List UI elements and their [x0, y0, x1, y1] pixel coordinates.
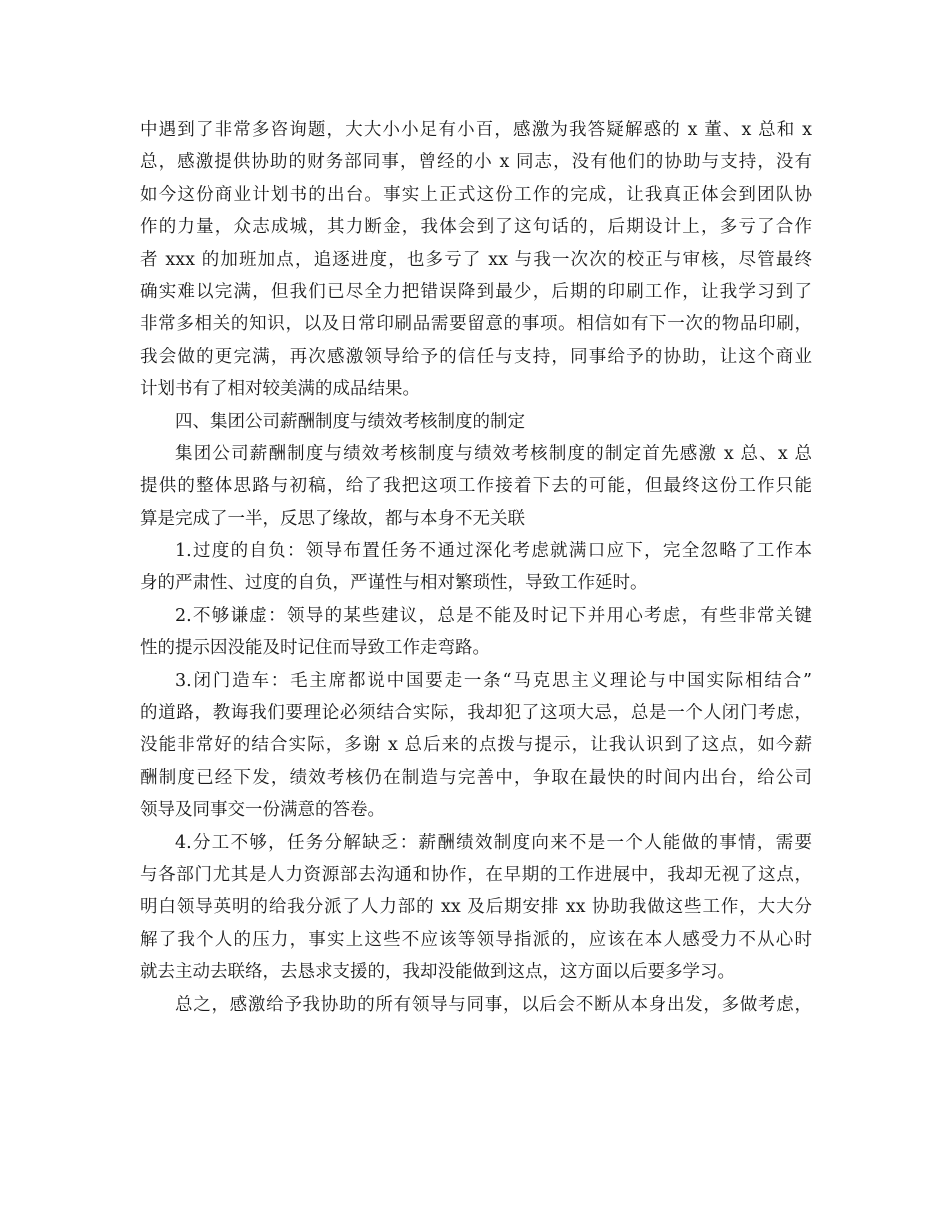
text-line: 者 xxx 的加班加点，追逐进度，也多亏了 xx 与我一次次的校正与审核，尽管最终 — [140, 249, 812, 270]
text-line: 四、集团公司薪酬制度与绩效考核制度的制定 — [175, 411, 525, 432]
text-line: 1.过度的自负：领导布置任务不通过深化考虑就满口应下，完全忽略了工作本 — [175, 541, 812, 562]
paragraph-p4 — [140, 535, 812, 600]
text-line: 的道路，教诲我们要理论必须结合实际，我却犯了这项大忌，总是一个人闭门考虑， — [140, 703, 812, 724]
text-line: 酬制度已经下发，绩效考核仍在制造与完善中，争取在最快的时间内出台，给公司 — [140, 767, 812, 788]
text-line: 算是完成了一半，反思了缘故，都与本身不无关联 — [140, 508, 525, 529]
text-line: 明白领导英明的给我分派了人力部的 xx 及后期安排 xx 协助我做这些工作，大大分 — [140, 897, 812, 918]
paragraph-p3 — [140, 438, 812, 535]
text-line: 我会做的更完满，再次感激领导给予的信任与支持，同事给予的协助，让这个商业 — [140, 346, 812, 367]
text-line: 确实难以完满，但我们已尽全力把错误降到最少，后期的印刷工作，让我学习到了 — [140, 281, 812, 302]
text-line: 解了我个人的压力，事实上这些不应该等领导指派的，应该在本人感受力不从心时 — [140, 929, 812, 950]
paragraph-p8 — [140, 989, 812, 1021]
text-line: 总，感激提供协助的财务部同事，曾经的小 x 同志，没有他们的协助与支持，没有 — [140, 152, 812, 173]
text-line: 与各部门尤其是人力资源部去沟通和协作，在早期的工作进展中，我却无视了这点， — [140, 864, 812, 885]
text-line: 集团公司薪酬制度与绩效考核制度与绩效考核制度的制定首先感激 x 总、x 总 — [175, 443, 812, 464]
text-line: 如今这份商业计划书的出台。事实上正式这份工作的完成，让我真正体会到团队协 — [140, 184, 812, 205]
paragraph-p1 — [140, 114, 812, 406]
text-line: 作的力量，众志成城，其力断金，我体会到了这句话的，后期设计上，多亏了合作 — [140, 217, 812, 238]
text-line: 领导及同事交一份满意的答卷。 — [140, 800, 385, 821]
text-line: 3.闭门造车：毛主席都说中国要走一条“马克思主义理论与中国实际相结合” — [175, 670, 812, 691]
text-line: 2.不够谦虚：领导的某些建议，总是不能及时记下并用心考虑，有些非常关键 — [175, 605, 812, 626]
text-line: 性的提示因没能及时记住而导致工作走弯路。 — [140, 638, 490, 659]
text-line: 计划书有了相对较美满的成品结果。 — [140, 379, 420, 400]
paragraph-p6 — [140, 665, 812, 827]
text-line: 非常多相关的知识，以及日常印刷品需要留意的事项。相信如有下一次的物品印刷， — [140, 314, 812, 335]
paragraph-p5 — [140, 600, 812, 665]
paragraph-p2 — [140, 406, 812, 438]
paragraph-p7 — [140, 827, 812, 989]
document-body — [140, 114, 812, 1021]
text-line: 4.分工不够，任务分解缺乏：薪酬绩效制度向来不是一个人能做的事情，需要 — [175, 832, 812, 853]
text-line: 没能非常好的结合实际，多谢 x 总后来的点拨与提示，让我认识到了这点，如今薪 — [140, 735, 812, 756]
text-line: 提供的整体思路与初稿，给了我把这项工作接着下去的可能，但最终这份工作只能 — [140, 476, 812, 497]
text-line: 总之，感激给予我协助的所有领导与同事，以后会不断从本身出发，多做考虑， — [175, 994, 812, 1015]
text-line: 就去主动去联络，去恳求支援的，我却没能做到这点，这方面以后要多学习。 — [140, 962, 735, 983]
text-line: 中遇到了非常多咨询题，大大小小足有小百，感激为我答疑解惑的 x 董、x 总和 x — [140, 120, 812, 140]
text-line: 身的严肃性、过度的自负，严谨性与相对繁琐性，导致工作延时。 — [140, 573, 648, 594]
